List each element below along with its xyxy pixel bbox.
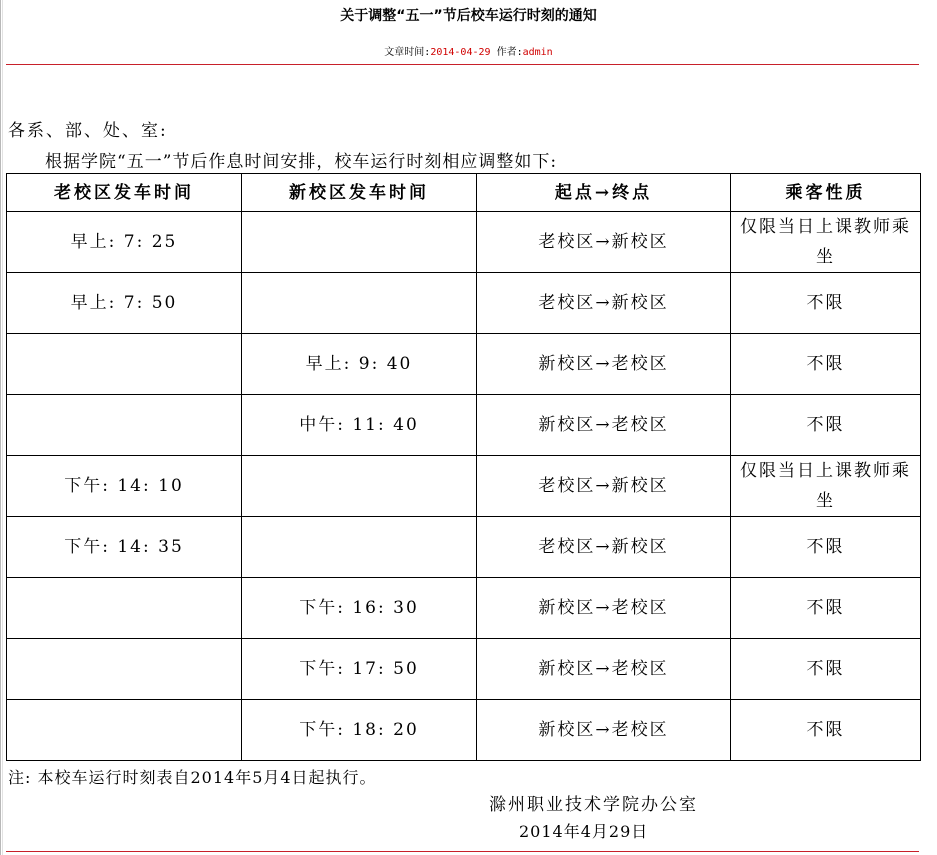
new-campus-time	[242, 212, 477, 273]
intro-paragraph: 根据学院“五一”节后作息时间安排，校车运行时刻相应调整如下:	[45, 152, 558, 172]
header-passenger-type: 乘客性质	[731, 174, 921, 212]
route: 新校区→老校区	[477, 639, 731, 700]
page-left-border	[0, 0, 3, 855]
old-campus-time: 下午: 14: 35	[7, 517, 242, 578]
new-campus-time	[242, 456, 477, 517]
header-old-campus-departure: 老校区发车时间	[7, 174, 242, 212]
old-campus-time	[7, 334, 242, 395]
header-new-campus-departure: 新校区发车时间	[242, 174, 477, 212]
passenger-type: 不限	[731, 517, 921, 578]
header-divider	[6, 64, 919, 65]
article-time-value: 2014-04-29	[430, 47, 491, 58]
new-campus-time	[242, 517, 477, 578]
table-row	[7, 517, 921, 578]
issue-date: 2014年4月29日	[519, 822, 649, 841]
footer-divider	[6, 851, 919, 852]
route: 老校区→新校区	[477, 517, 731, 578]
issuing-office: 滁州职业技术学院办公室	[489, 795, 698, 815]
old-campus-time: 早上: 7: 50	[7, 273, 242, 334]
passenger-type: 不限	[731, 395, 921, 456]
old-campus-time	[7, 578, 242, 639]
article-time-label: 文章时间:	[384, 47, 431, 58]
new-campus-time: 下午: 18: 20	[242, 700, 477, 761]
old-campus-time	[7, 700, 242, 761]
table-row	[7, 273, 921, 334]
header-route: 起点→终点	[477, 174, 731, 212]
table-header-row	[7, 174, 921, 212]
passenger-type: 不限	[731, 639, 921, 700]
passenger-type: 仅限当日上课教师乘坐	[731, 456, 921, 517]
new-campus-time: 中午: 11: 40	[242, 395, 477, 456]
table-row	[7, 395, 921, 456]
table-row	[7, 456, 921, 517]
old-campus-time	[7, 395, 242, 456]
effective-date-note: 注: 本校车运行时刻表自2014年5月4日起执行。	[8, 768, 377, 787]
article-author-value: admin	[522, 47, 553, 58]
route: 新校区→老校区	[477, 700, 731, 761]
new-campus-time: 下午: 17: 50	[242, 639, 477, 700]
new-campus-time: 早上: 9: 40	[242, 334, 477, 395]
route: 新校区→老校区	[477, 578, 731, 639]
route: 老校区→新校区	[477, 212, 731, 273]
old-campus-time	[7, 639, 242, 700]
table-row	[7, 639, 921, 700]
new-campus-time: 下午: 16: 30	[242, 578, 477, 639]
passenger-type: 仅限当日上课教师乘坐	[731, 212, 921, 273]
passenger-type: 不限	[731, 578, 921, 639]
passenger-type: 不限	[731, 273, 921, 334]
route: 老校区→新校区	[477, 273, 731, 334]
passenger-type: 不限	[731, 700, 921, 761]
table-row	[7, 700, 921, 761]
article-title: 关于调整“五一”节后校车运行时刻的通知	[340, 8, 597, 24]
article-meta	[0, 43, 937, 58]
route: 新校区→老校区	[477, 334, 731, 395]
table-row	[7, 212, 921, 273]
old-campus-time: 下午: 14: 10	[7, 456, 242, 517]
old-campus-time: 早上: 7: 25	[7, 212, 242, 273]
new-campus-time	[242, 273, 477, 334]
route: 新校区→老校区	[477, 395, 731, 456]
route: 老校区→新校区	[477, 456, 731, 517]
salutation: 各系、部、处、室:	[8, 121, 168, 141]
table-row	[7, 334, 921, 395]
bus-schedule-table	[6, 173, 921, 761]
passenger-type: 不限	[731, 334, 921, 395]
table-row	[7, 578, 921, 639]
article-author-label: 作者:	[490, 47, 523, 58]
